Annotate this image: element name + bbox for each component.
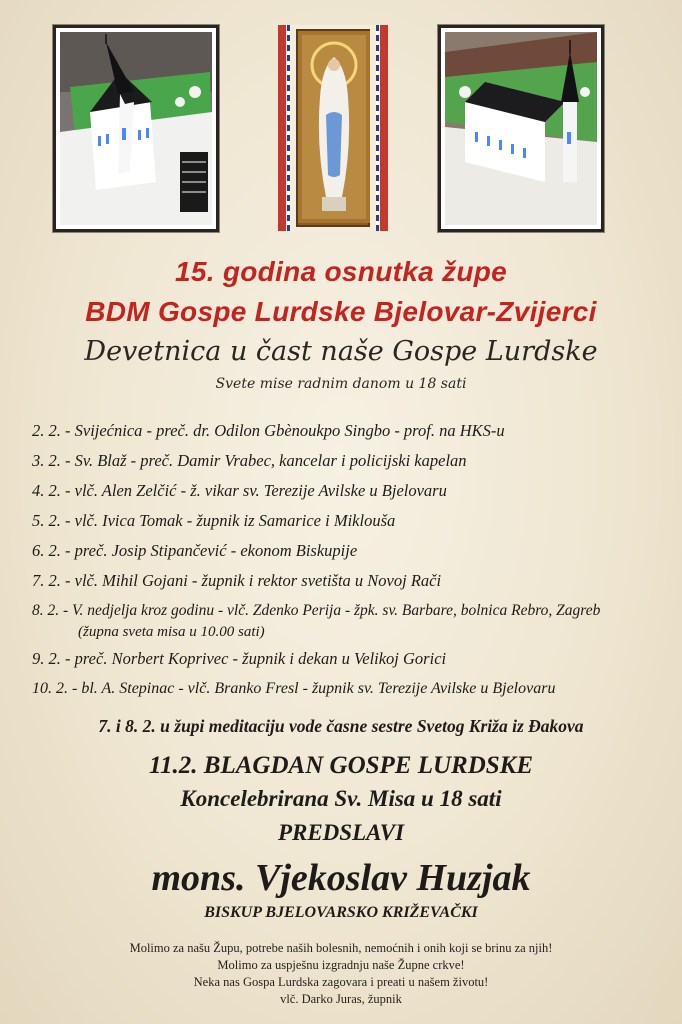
title-line-1: 15. godina osnutka župe: [174, 256, 508, 287]
schedule-item: 9. 2. - preč. Norbert Koprivec - župnik i dekan u Velikoj Gorici: [32, 649, 447, 668]
presides-label: PREDSLAVI: [277, 820, 405, 845]
schedule-item: 8. 2. - V. nedjelja kroz godinu - vlč. Zdenko Perija - žpk. sv. Barbare, bolnica Rebro, Zagreb: [32, 602, 601, 619]
meditation-note: 7. i 8. 2. u župi meditaciju vode časne sestre Svetog Križa iz Đakova: [98, 716, 584, 736]
novena-schedule: [32, 416, 662, 704]
mass-time-note: Svete mise radnim danom u 18 sati: [215, 376, 467, 392]
schedule-item: 2. 2. - Svijećnica - preč. dr. Odilon Gbènoukpo Singbo - prof. na HKS-u: [32, 421, 505, 440]
schedule-item: 10. 2. - bl. A. Stepinac - vlč. Branko Fresl - župnik sv. Terezije Avilske u Bjelovaru: [32, 680, 556, 697]
footer-prayer-2: Molimo za uspješnu izgradnju naše Župne crkve!: [217, 958, 465, 972]
novena-subtitle: Devetnica u čast naše Gospe Lurdske: [84, 336, 598, 367]
statue-photo-center: [278, 25, 388, 231]
church-model-image: [60, 32, 212, 225]
footer-signature: vlč. Darko Juras, župnik: [280, 992, 402, 1006]
schedule-item: 7. 2. - vlč. Mihil Gojani - župnik i rektor svetišta u Novoj Rači: [32, 571, 442, 590]
feast-mass: Koncelebrirana Sv. Misa u 18 sati: [180, 786, 502, 811]
footer-prayer-3: Neka nas Gospa Lurdska zagovara i preati u našem životu!: [193, 975, 489, 989]
church-model-side-image: [445, 32, 597, 225]
statue-image: [298, 31, 370, 223]
schedule-item: 3. 2. - Sv. Blaž - preč. Damir Vrabec, kancelar i policijski kapelan: [32, 451, 467, 470]
schedule-item: 5. 2. - vlč. Ivica Tomak - župnik iz Samarice i Miklouša: [32, 511, 396, 530]
schedule-item: 4. 2. - vlč. Alen Zelčić - ž. vikar sv. Terezije Avilske u Bjelovaru: [32, 481, 447, 500]
feast-title: 11.2. BLAGDAN GOSPE LURDSKE: [148, 752, 534, 779]
footer-prayer-1: Molimo za našu Župu, potrebe naših bolesnih, nemoćnih i onih koji se brinu za njih!: [129, 941, 553, 955]
schedule-item-note: (župna sveta misa u 10.00 sati): [78, 624, 265, 640]
church-model-photo-left: [53, 25, 219, 232]
celebrant-title: BISKUP BJELOVARSKO KRIŽEVAČKI: [204, 904, 478, 921]
celebrant-name: mons. Vjekoslav Huzjak: [151, 857, 531, 899]
schedule-item: 6. 2. - preč. Josip Stipančević - ekonom Biskupije: [32, 541, 358, 560]
title-line-2: BDM Gospe Lurdske Bjelovar-Zvijerci: [85, 296, 597, 327]
church-model-photo-right: [438, 25, 604, 232]
